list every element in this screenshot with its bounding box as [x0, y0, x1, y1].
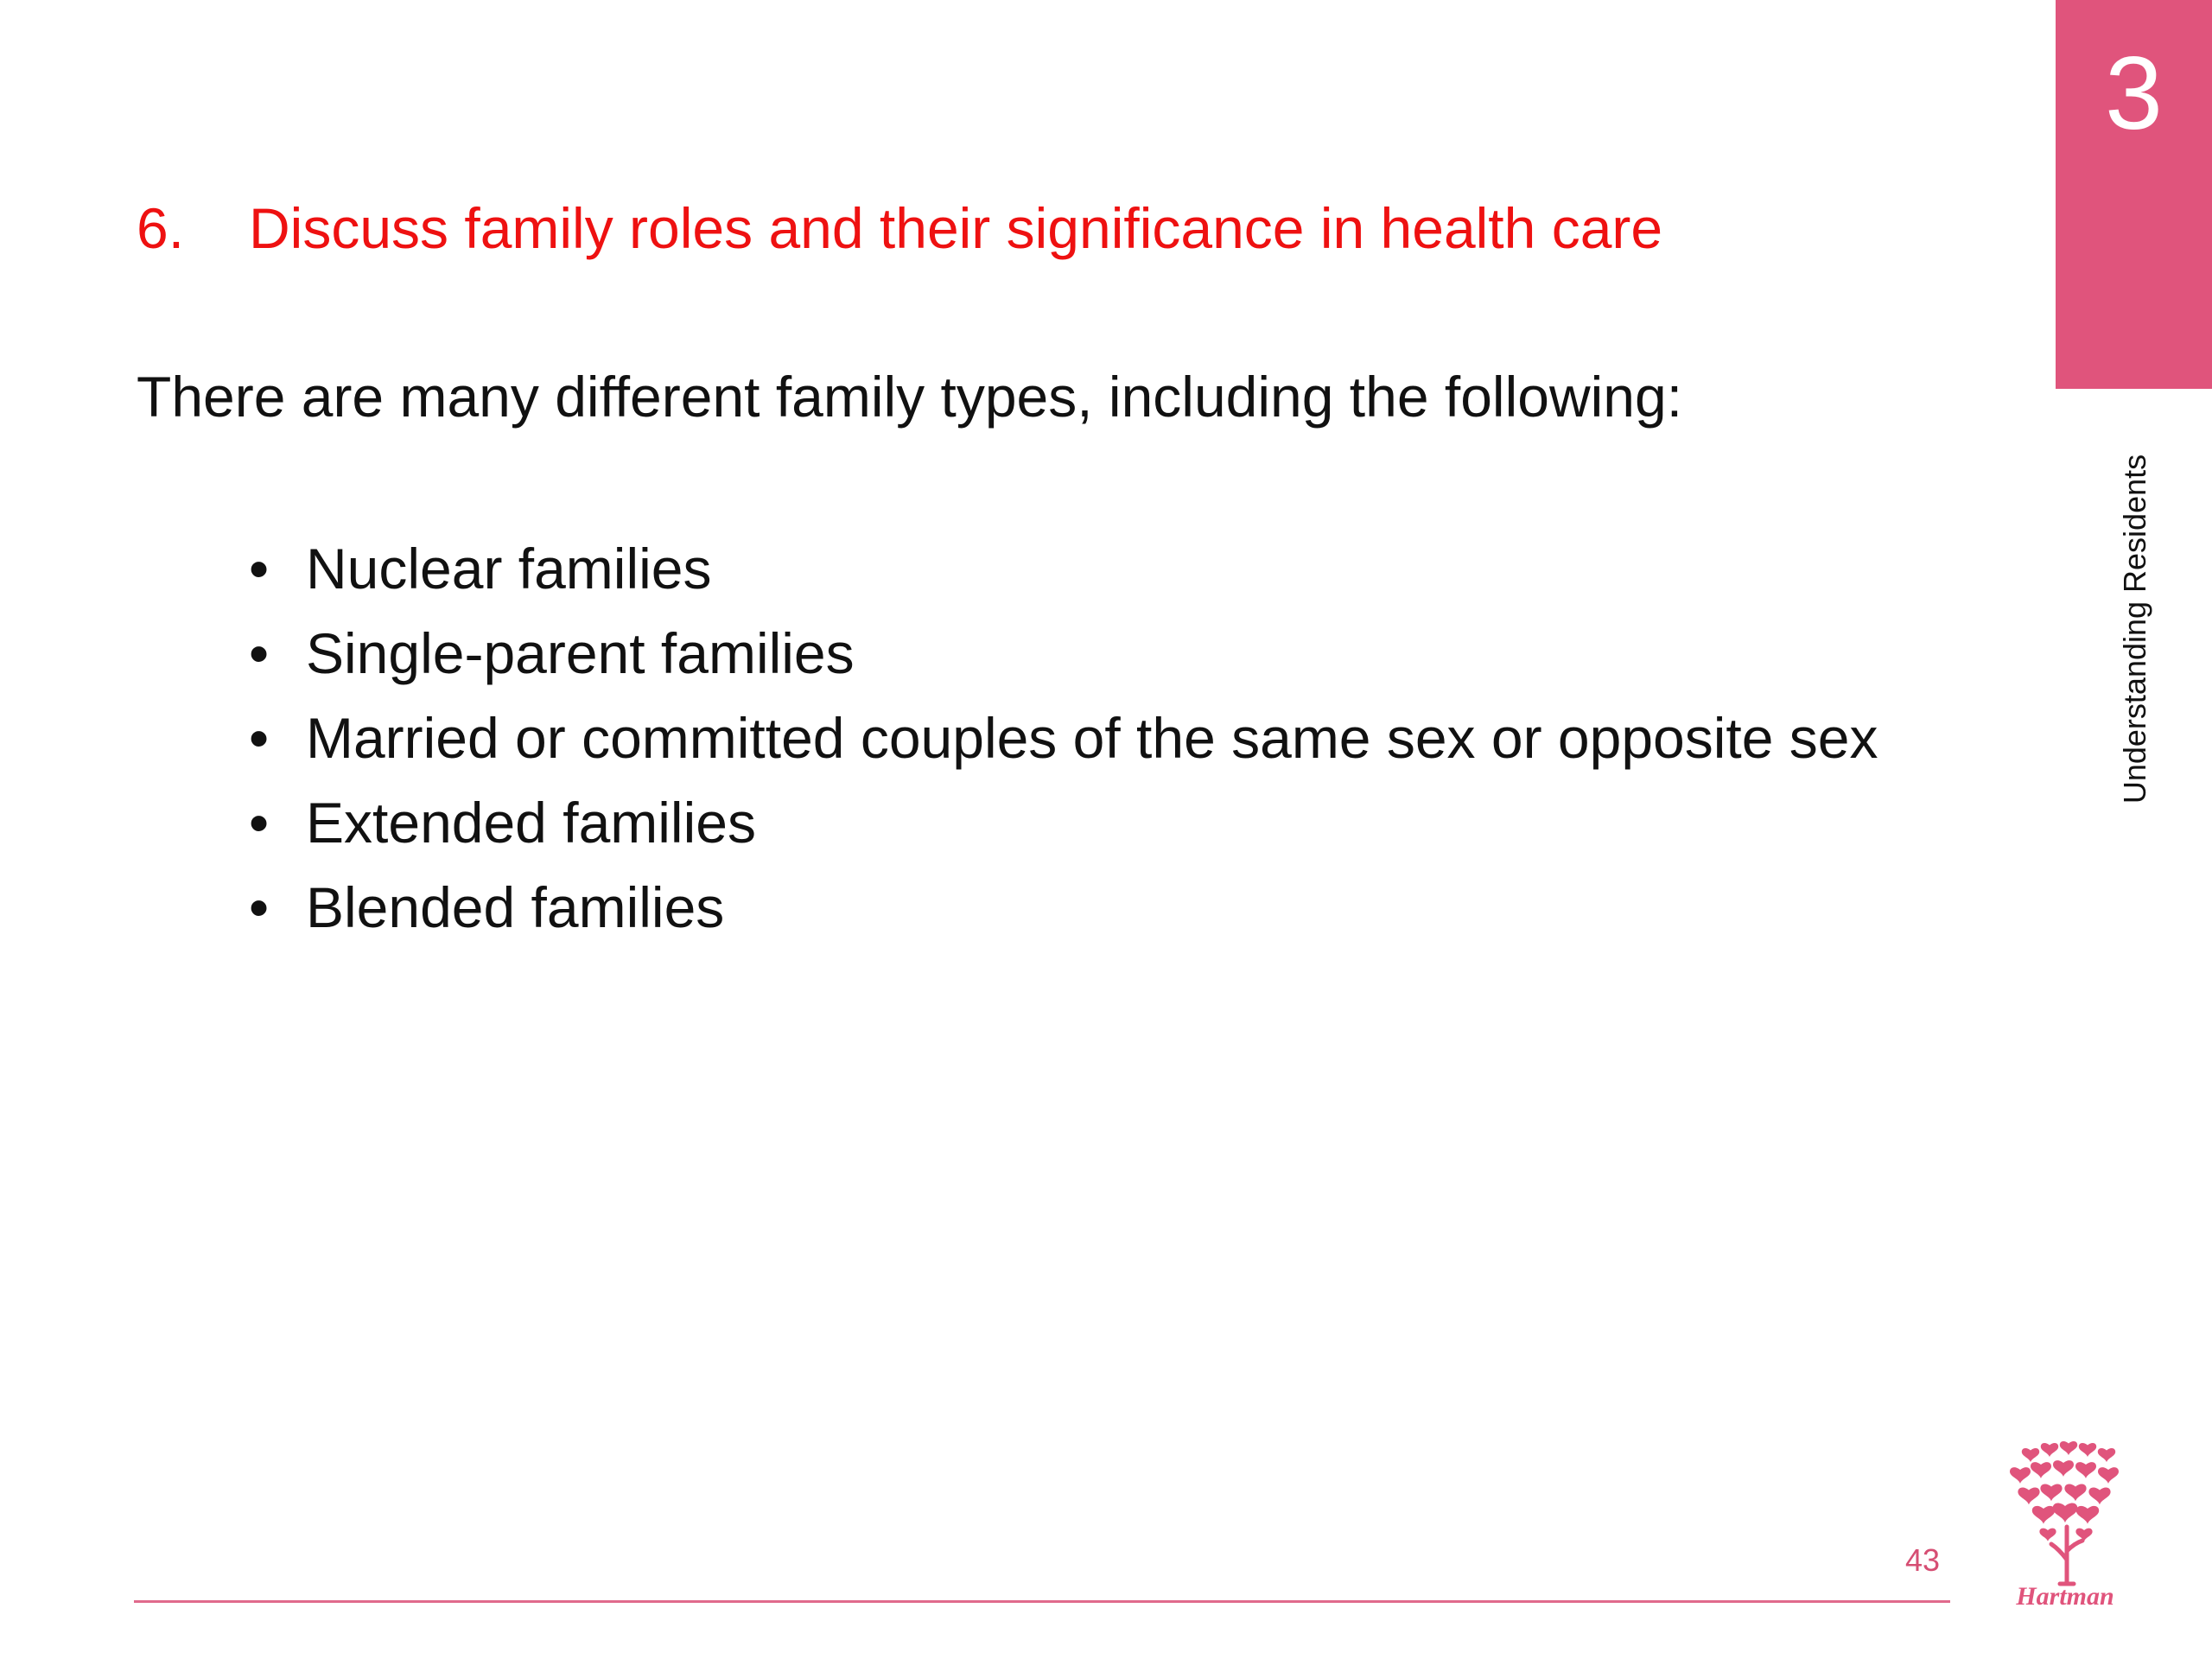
list-item: • Nuclear families: [249, 537, 712, 601]
heading-number: 6.: [137, 196, 185, 260]
list-item: • Blended families: [249, 875, 725, 939]
footer-rule: [134, 1600, 1950, 1603]
list-item: • Extended families: [249, 791, 756, 855]
chapter-number: 3: [2105, 35, 2163, 151]
logo-wordmark: Hartman: [2016, 1582, 2114, 1611]
list-item: • Married or committed couples of the same sex or opposite sex: [249, 706, 1878, 770]
hartman-logo: [1996, 1430, 2134, 1611]
list-item: • Single-parent families: [249, 621, 855, 685]
slide-heading: [137, 194, 1662, 263]
chapter-title: Understanding Residents: [2117, 454, 2152, 804]
chapter-tab: [2056, 0, 2212, 389]
family-types-list: [249, 534, 1878, 957]
page-number: 43: [1904, 1542, 1940, 1578]
intro-text: There are many different family types, including the following:: [137, 365, 1683, 429]
heart-tree-icon: [1996, 1430, 2134, 1611]
heading-text: Discuss family roles and their significance in health care: [249, 196, 1663, 260]
